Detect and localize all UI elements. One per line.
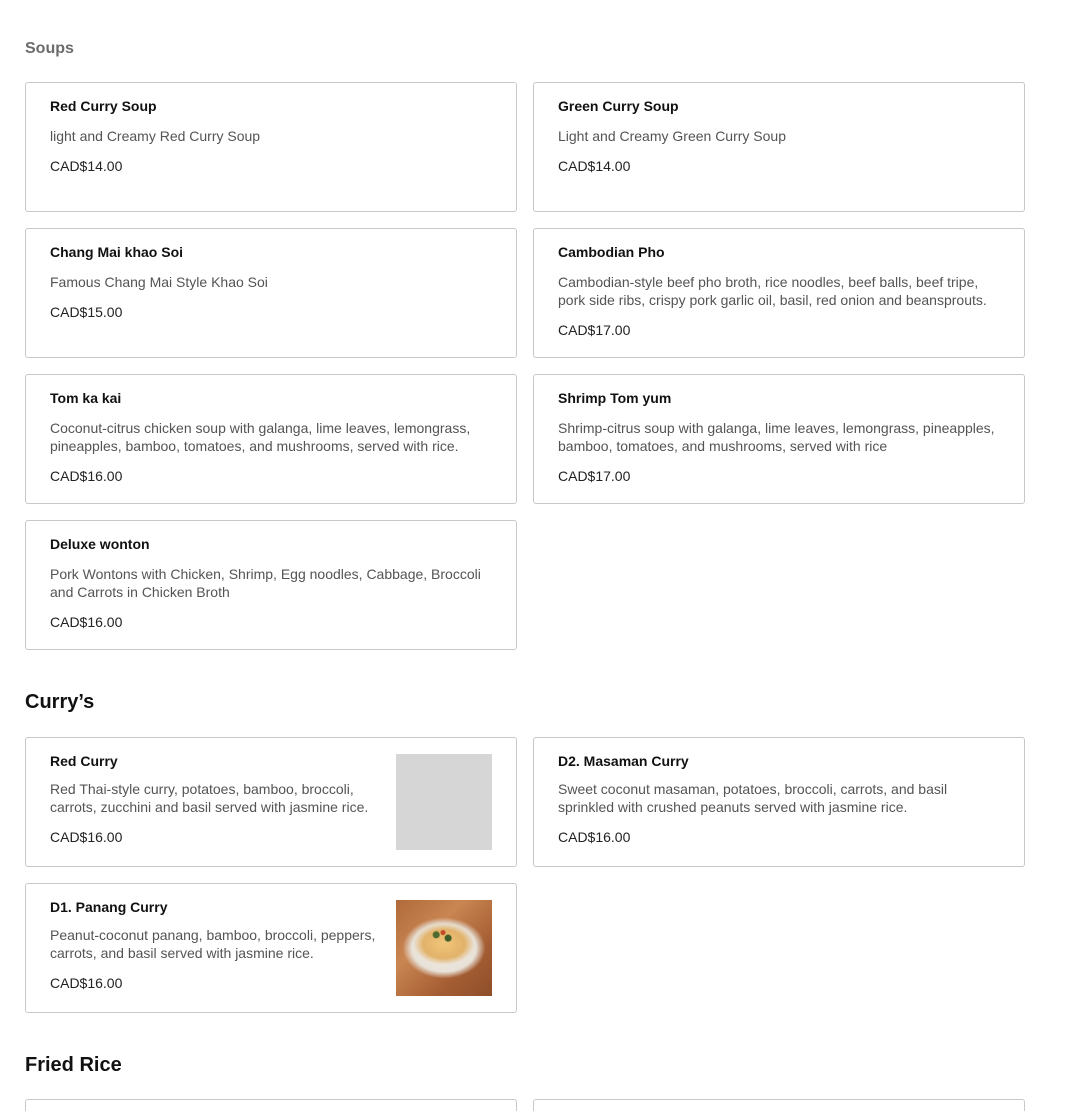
item-description: light and Creamy Red Curry Soup xyxy=(50,128,261,144)
item-description: Red Thai-style curry, potatoes, bamboo, broccoli, carrots, zucchini and basil served with jasmine rice. xyxy=(50,781,369,815)
item-description: Peanut-coconut panang, bamboo, broccoli, peppers, carrots, and basil served with jasmine rice. xyxy=(50,927,376,961)
item-name: Deluxe wonton xyxy=(50,536,150,552)
item-name: Red Curry Soup xyxy=(50,98,157,114)
menu-item-card[interactable] xyxy=(25,374,517,504)
item-price: CAD$16.00 xyxy=(50,468,123,484)
item-price: CAD$16.00 xyxy=(50,614,123,630)
item-description: Famous Chang Mai Style Khao Soi xyxy=(50,274,268,290)
item-price: CAD$16.00 xyxy=(50,829,123,845)
menu-item-card[interactable] xyxy=(25,228,517,358)
item-name: Shrimp Tom yum xyxy=(558,390,672,406)
item-price: CAD$16.00 xyxy=(558,829,631,845)
item-description: Shrimp-citrus soup with galanga, lime leaves, lemongrass, pineapples, bamboo, tomatoes, and mushrooms, served with rice xyxy=(558,420,995,454)
section-title-soups: Soups xyxy=(25,40,74,57)
item-name: D2. Masaman Curry xyxy=(558,753,689,769)
section-title-currys: Curry’s xyxy=(25,691,95,713)
menu-item-card[interactable] xyxy=(533,1099,1025,1111)
menu-item-card[interactable] xyxy=(533,228,1025,358)
item-price: CAD$16.00 xyxy=(50,975,123,991)
item-image-placeholder xyxy=(396,754,492,850)
item-name: Green Curry Soup xyxy=(558,98,679,114)
item-name: Red Curry xyxy=(50,753,118,769)
section-title-fried-rice: Fried Rice xyxy=(25,1054,122,1076)
menu-item-card[interactable] xyxy=(25,520,517,650)
item-name: Chang Mai khao Soi xyxy=(50,244,184,260)
menu-item-card[interactable] xyxy=(533,82,1025,212)
item-photo xyxy=(396,900,492,996)
item-description: Light and Creamy Green Curry Soup xyxy=(558,128,786,144)
item-description: Pork Wontons with Chicken, Shrimp, Egg noodles, Cabbage, Broccoli and Carrots in Chicken Broth xyxy=(50,566,481,600)
item-price: CAD$17.00 xyxy=(558,468,631,484)
menu-item-card[interactable] xyxy=(25,82,517,212)
item-price: CAD$17.00 xyxy=(558,322,631,338)
menu-item-card[interactable] xyxy=(25,1099,517,1111)
item-description: Coconut-citrus chicken soup with galanga, lime leaves, lemongrass, pineapples, bamboo, tomatoes, and mushrooms, served with rice. xyxy=(50,420,471,454)
menu-item-card[interactable] xyxy=(533,374,1025,504)
item-price: CAD$15.00 xyxy=(50,304,123,320)
item-price: CAD$14.00 xyxy=(50,158,123,174)
item-name: D1. Panang Curry xyxy=(50,899,168,915)
item-name: Cambodian Pho xyxy=(558,244,665,260)
item-description: Sweet coconut masaman, potatoes, broccoli, carrots, and basil sprinkled with crushed peanuts served with jasmine rice. xyxy=(558,781,948,815)
item-price: CAD$14.00 xyxy=(558,158,631,174)
item-description: Cambodian-style beef pho broth, rice noodles, beef balls, beef tripe, pork side ribs, crispy pork garlic oil, basil, red onion and beansprouts. xyxy=(558,274,987,308)
menu-item-card[interactable] xyxy=(533,737,1025,867)
menu-item-card[interactable] xyxy=(25,737,517,867)
item-name: Tom ka kai xyxy=(50,390,122,406)
menu-item-card[interactable] xyxy=(25,883,517,1013)
